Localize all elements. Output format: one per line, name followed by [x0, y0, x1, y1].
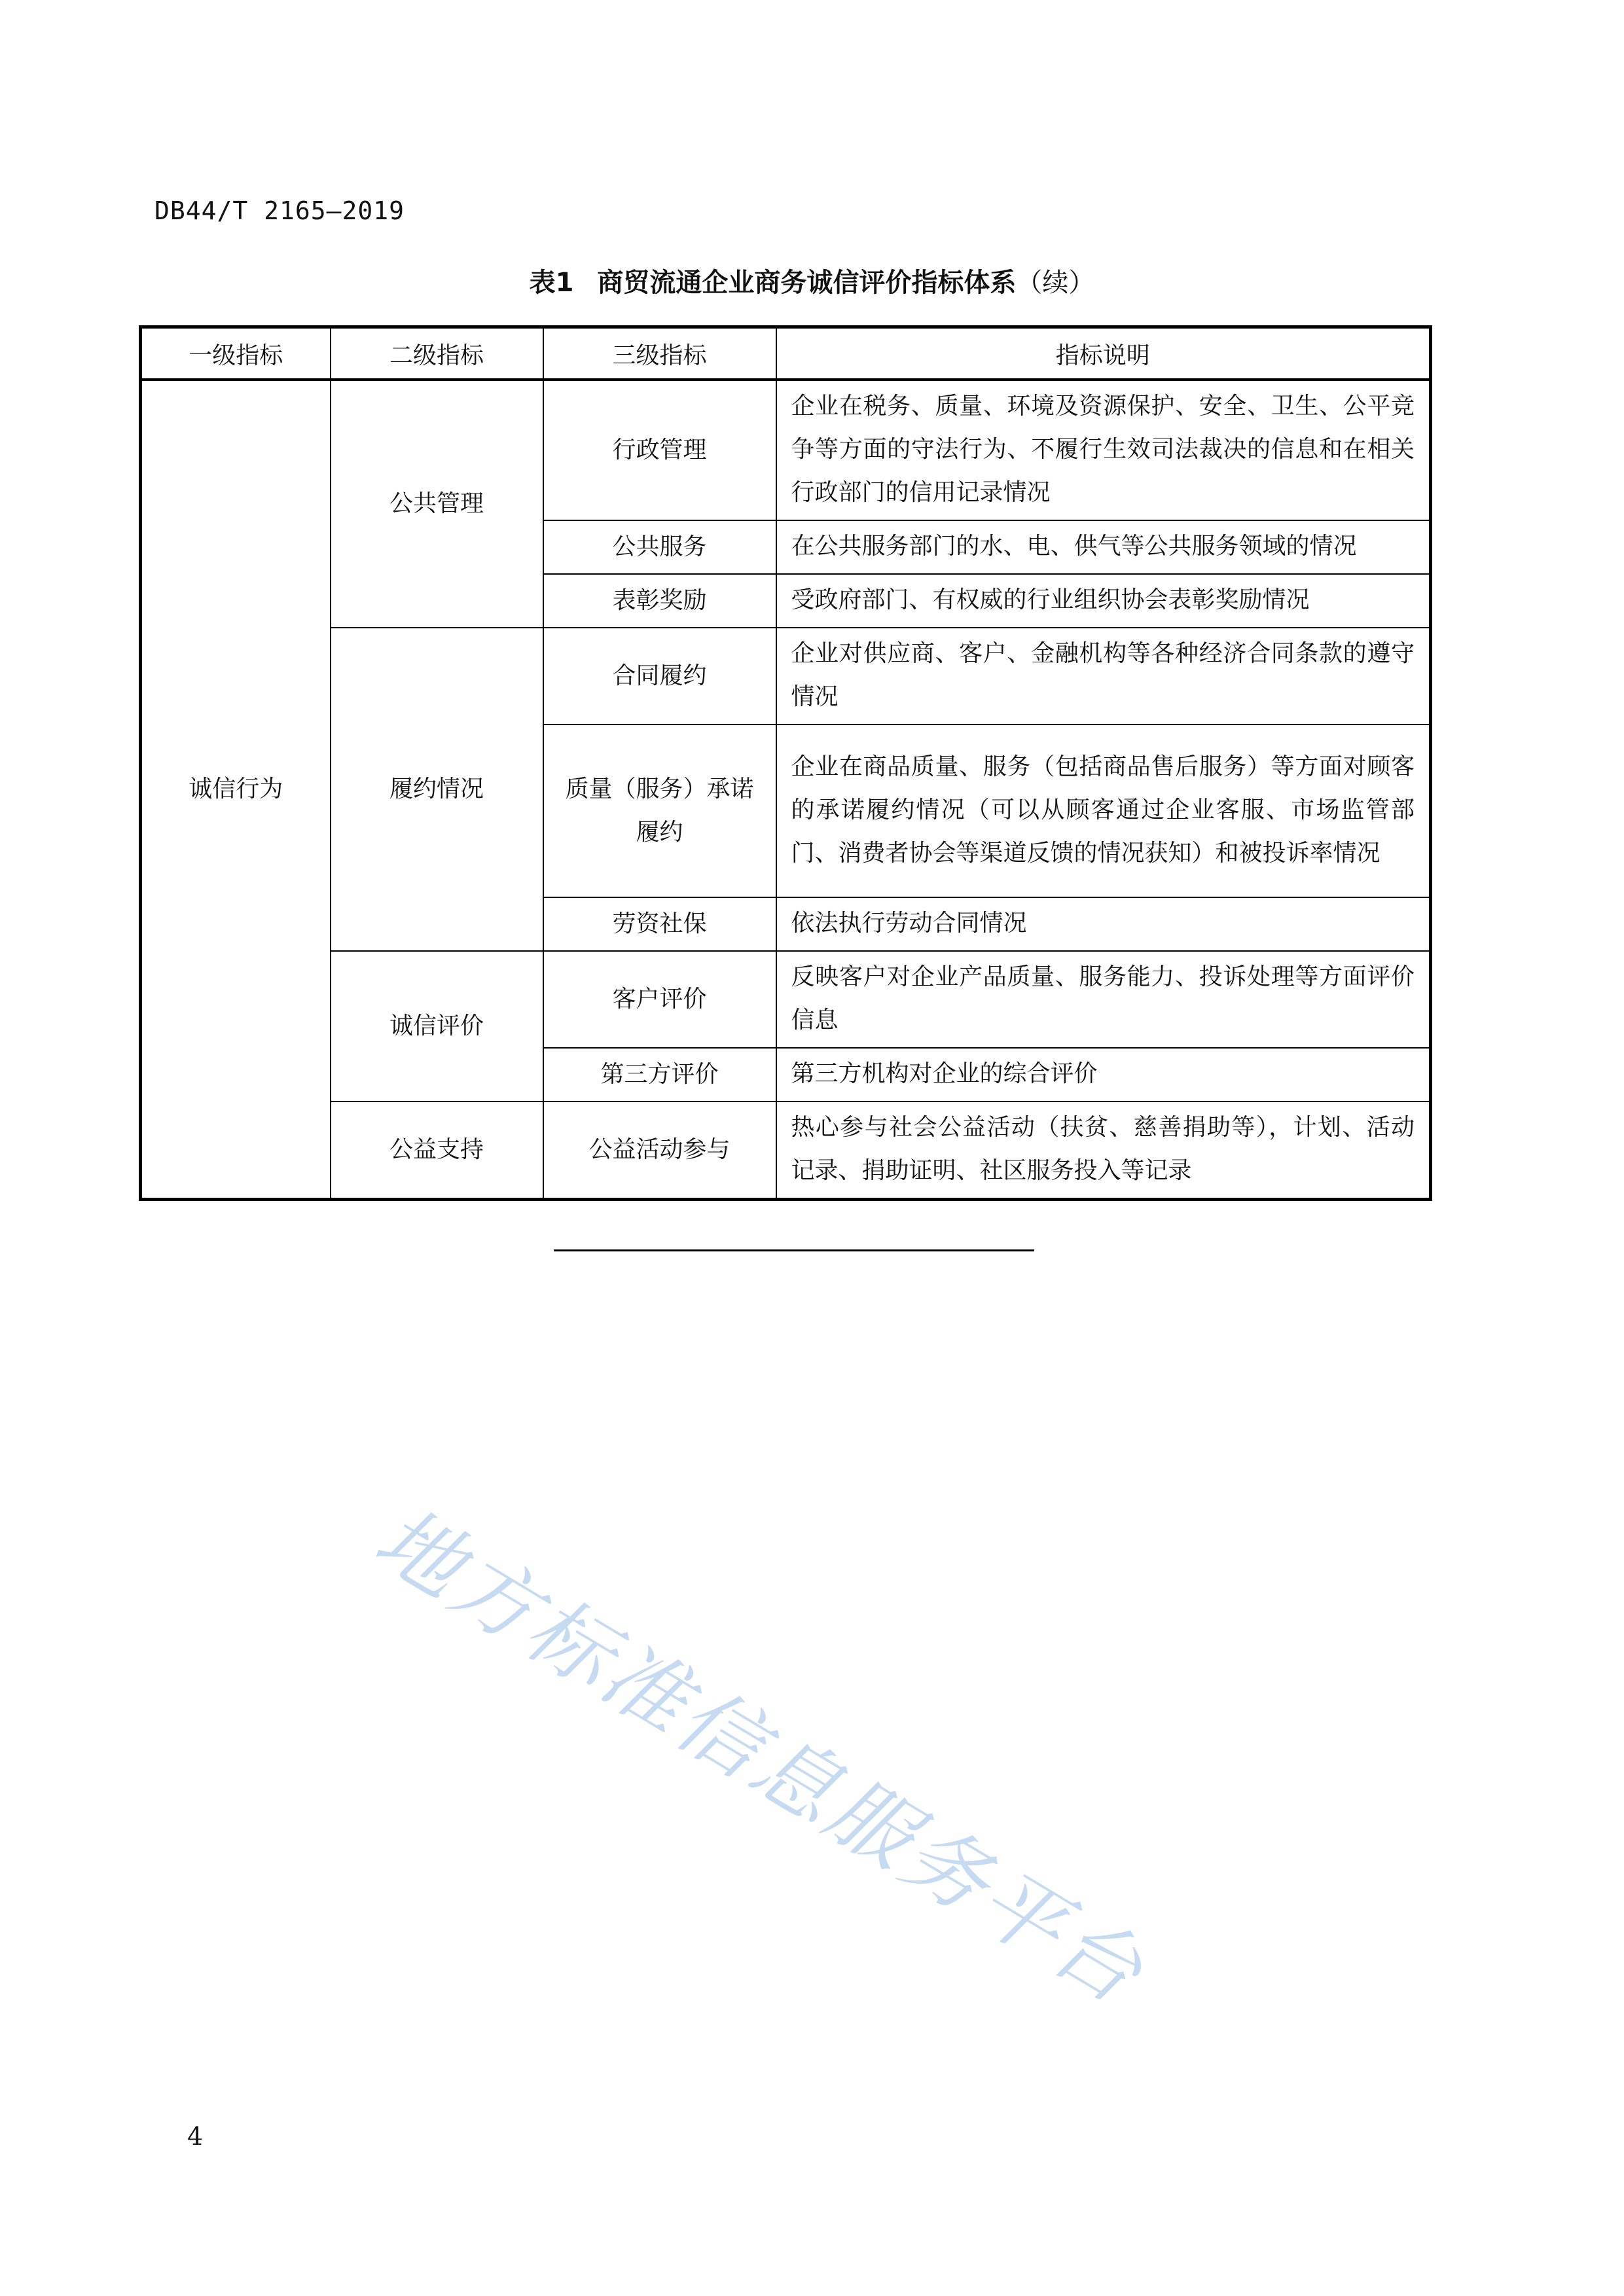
- description-cell: 反映客户对企业产品质量、服务能力、投诉处理等方面评价信息: [776, 951, 1431, 1048]
- indicator-table: [139, 325, 1432, 1201]
- column-header: 指标说明: [776, 327, 1431, 380]
- table-header-row: [141, 327, 1431, 380]
- level3-cell: 行政管理: [543, 380, 776, 520]
- description-cell: 依法执行劳动合同情况: [776, 897, 1431, 951]
- description-cell: 受政府部门、有权威的行业组织协会表彰奖励情况: [776, 574, 1431, 628]
- level1-cell: 诚信行为: [141, 380, 331, 1200]
- table-row: [141, 628, 1431, 725]
- level2-cell: 公益支持: [331, 1102, 543, 1200]
- column-header: 二级指标: [331, 327, 543, 380]
- document-code: DB44/T 2165—2019: [154, 196, 405, 225]
- level2-cell: 诚信评价: [331, 951, 543, 1102]
- description-cell: 企业在商品质量、服务（包括商品售后服务）等方面对顾客的承诺履约情况（可以从顾客通过企业客服、市场监管部门、消费者协会等渠道反馈的情况获知）和被投诉率情况: [776, 725, 1431, 897]
- level2-cell: 履约情况: [331, 628, 543, 951]
- level3-cell: 表彰奖励: [543, 574, 776, 628]
- description-cell: 在公共服务部门的水、电、供气等公共服务领域的情况: [776, 520, 1431, 574]
- level3-cell: 劳资社保: [543, 897, 776, 951]
- table-continued-mark: （续）: [1016, 268, 1095, 298]
- table-caption: [0, 262, 1624, 299]
- level3-cell: 客户评价: [543, 951, 776, 1048]
- level2-cell: 公共管理: [331, 380, 543, 628]
- table-row: [141, 1102, 1431, 1200]
- column-header: 一级指标: [141, 327, 331, 380]
- watermark: 地方标准信息服务平台: [359, 1488, 1161, 2024]
- table-title: 商贸流通企业商务诚信评价指标体系: [597, 268, 1017, 298]
- description-cell: 第三方机构对企业的综合评价: [776, 1048, 1431, 1102]
- table-row: [141, 380, 1431, 520]
- table-number: 表1: [529, 268, 574, 298]
- table-row: [141, 951, 1431, 1048]
- description-cell: 热心参与社会公益活动（扶贫、慈善捐助等），计划、活动记录、捐助证明、社区服务投入等记录: [776, 1102, 1431, 1200]
- level3-cell: 第三方评价: [543, 1048, 776, 1102]
- description-cell: 企业在税务、质量、环境及资源保护、安全、卫生、公平竞争等方面的守法行为、不履行生效司法裁决的信息和在相关行政部门的信用记录情况: [776, 380, 1431, 520]
- end-of-document-rule: [554, 1249, 1034, 1251]
- description-cell: 企业对供应商、客户、金融机构等各种经济合同条款的遵守情况: [776, 628, 1431, 725]
- column-header: 三级指标: [543, 327, 776, 380]
- level3-cell: 公共服务: [543, 520, 776, 574]
- level3-cell: 公益活动参与: [543, 1102, 776, 1200]
- page-number: 4: [187, 2122, 204, 2151]
- level3-cell: 质量（服务）承诺履约: [543, 725, 776, 897]
- level3-cell: 合同履约: [543, 628, 776, 725]
